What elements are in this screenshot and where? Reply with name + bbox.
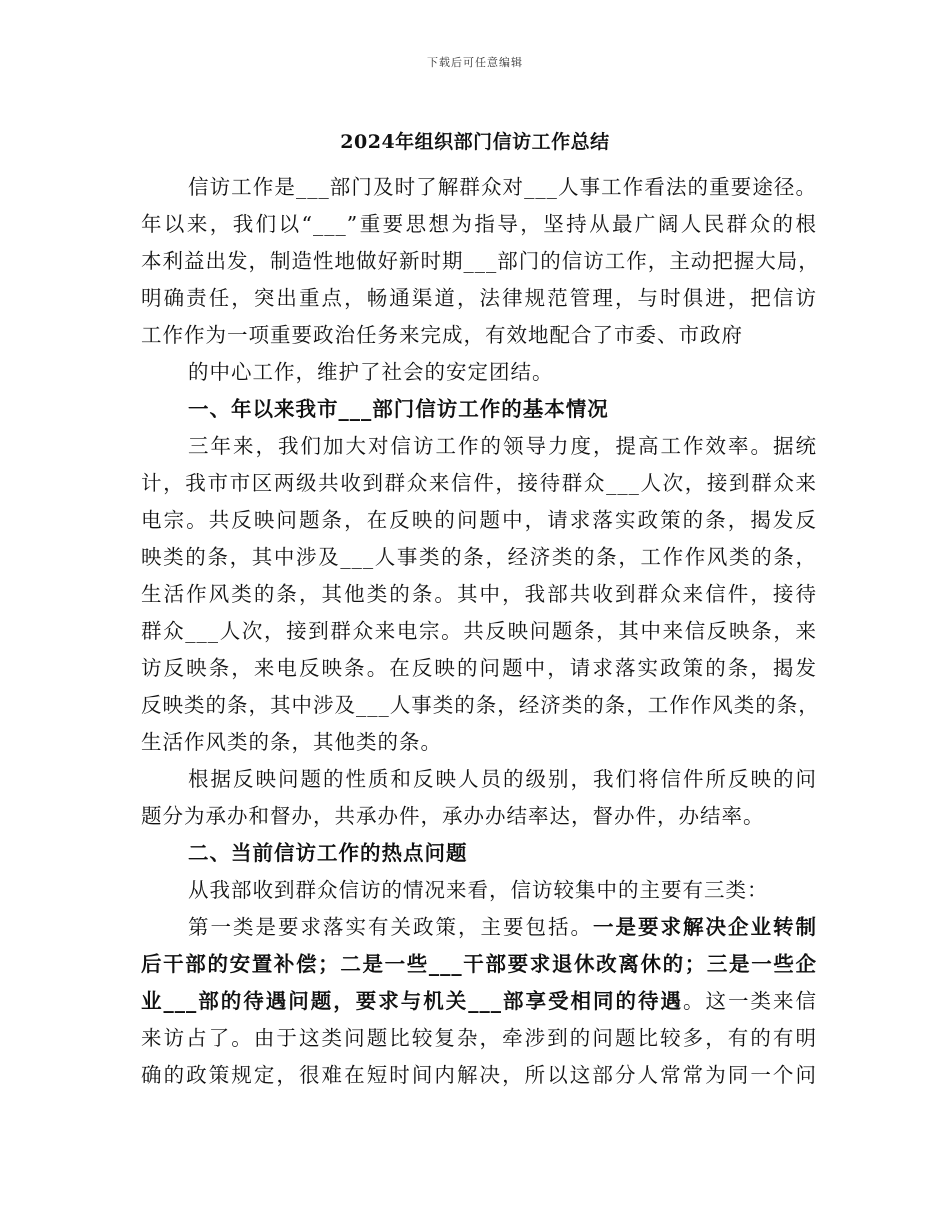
text-line: 三年来，我们加大对信访工作的领导力度，提高工作效率。据统 (188, 434, 817, 458)
text-line: 明确责任，突出重点，畅通渠道，法律规范管理，与时俱进，把信访 (141, 286, 817, 310)
text-line (141, 946, 817, 983)
text-line: 映类的条，其中涉及___人事类的条，经济类的条，工作作风类的条， (141, 545, 817, 569)
document-body (141, 169, 820, 1094)
text-line: 从我部收到群众信访的情况来看，信访较集中的主要有三类： (188, 878, 769, 902)
bold-text-run: 后干部的安置补偿；二是一些___干部要求退休改离休的；三是一些企 (141, 952, 817, 976)
text-line: 工作作为一项重要政治任务来完成，有效地配合了市委、市政府 (141, 323, 743, 347)
text-line: 的中心工作，维护了社会的安定团结。 (188, 360, 554, 384)
document-title: 2024年组织部门信访工作总结 (340, 131, 610, 153)
text-line: 根据反映问题的性质和反映人员的级别，我们将信件所反映的问 (188, 767, 817, 791)
text-line: 本利益出发，制造性地做好新时期___部门的信访工作，主动把握大局， (141, 249, 820, 273)
text-run: 第一类是要求落实有关政策，主要包括。 (188, 915, 593, 939)
text-line: 群众___人次，接到群众来电宗。共反映问题条，其中来信反映条，来 (141, 619, 817, 643)
text-line: 电宗。共反映问题条，在反映的问题中，请求落实政策的条，揭发反 (141, 508, 817, 532)
text-line (141, 909, 817, 946)
text-line: 信访工作是___部门及时了解群众对___人事工作看法的重要途径。 (188, 175, 817, 199)
text-line: 来访占了。由于这类问题比较复杂，牵涉到的问题比较多，有的有明 (141, 1026, 817, 1050)
text-line: 题分为承办和督办，共承办件，承办办结率达，督办件，办结率。 (141, 804, 765, 828)
bold-text-run: 业___部的待遇问题，要求与机关___部享受相同的待遇 (141, 989, 683, 1013)
text-line: 反映类的条，其中涉及___人事类的条，经济类的条，工作作风类的条， (141, 693, 820, 717)
text-line: 生活作风类的条，其他类的条。其中，我部共收到群众来信件，接待 (141, 582, 817, 606)
text-line: 年以来，我们以“___”重要思想为指导，坚持从最广阔人民群众的根 (141, 212, 817, 236)
text-line: 计，我市市区两级共收到群众来信件，接待群众___人次，接到群众来 (141, 471, 817, 495)
text-line: 访反映条，来电反映条。在反映的问题中，请求落实政策的条，揭发 (141, 656, 817, 680)
section-heading: 一、年以来我市___部门信访工作的基本情况 (188, 397, 609, 421)
text-line (141, 983, 817, 1020)
bold-text-run: 一是要求解决企业转制 (593, 915, 817, 939)
header-note: 下载后可任意编辑 (427, 56, 523, 69)
text-run: 。这一类来信 (683, 989, 817, 1013)
text-line: 确的政策规定，很难在短时间内解决，所以这部分人常常为同一个问 (141, 1063, 817, 1087)
section-heading: 二、当前信访工作的热点问题 (188, 841, 468, 865)
text-line: 生活作风类的条，其他类的条。 (141, 730, 442, 754)
